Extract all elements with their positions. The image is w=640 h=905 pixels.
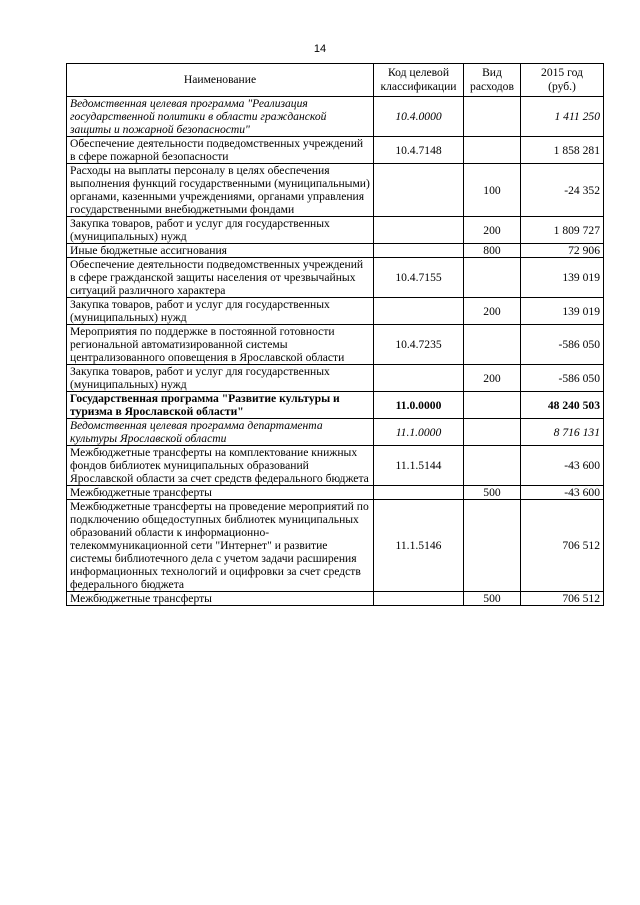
row-code: 11.1.0000 <box>374 419 464 446</box>
row-name: Закупка товаров, работ и услуг для государственных (муниципальных) нужд <box>67 365 374 392</box>
table-row <box>67 298 604 325</box>
row-kind <box>464 446 521 486</box>
row-sum: -586 050 <box>521 325 604 365</box>
row-kind: 200 <box>464 217 521 244</box>
table-row <box>67 258 604 298</box>
table-row <box>67 365 604 392</box>
table-row <box>67 592 604 606</box>
table-row <box>67 97 604 137</box>
row-sum: 1 809 727 <box>521 217 604 244</box>
table-row <box>67 500 604 592</box>
row-kind <box>464 97 521 137</box>
row-code <box>374 164 464 217</box>
header-code: Код целевой классификации <box>374 64 464 97</box>
row-code: 10.4.7148 <box>374 137 464 164</box>
row-name: Межбюджетные трансферты <box>67 486 374 500</box>
row-name: Межбюджетные трансферты на комплектование книжных фондов библиотек муниципальных образований Ярославской области за счет средств федерального бюджета <box>67 446 374 486</box>
row-sum: 139 019 <box>521 298 604 325</box>
row-code: 11.0.0000 <box>374 392 464 419</box>
row-kind <box>464 258 521 298</box>
table-row <box>67 244 604 258</box>
budget-table <box>66 63 604 606</box>
row-name: Ведомственная целевая программа "Реализация государственной политики в области гражданской защиты и пожарной безопасности" <box>67 97 374 137</box>
row-sum: -43 600 <box>521 446 604 486</box>
row-sum: 8 716 131 <box>521 419 604 446</box>
row-kind: 200 <box>464 365 521 392</box>
row-name: Государственная программа "Развитие культуры и туризма в Ярославской области" <box>67 392 374 419</box>
table-row <box>67 217 604 244</box>
table-row <box>67 419 604 446</box>
row-sum: 139 019 <box>521 258 604 298</box>
row-name: Межбюджетные трансферты <box>67 592 374 606</box>
table-row <box>67 392 604 419</box>
table-row <box>67 164 604 217</box>
row-kind: 500 <box>464 592 521 606</box>
row-sum: -24 352 <box>521 164 604 217</box>
row-kind: 500 <box>464 486 521 500</box>
row-code <box>374 244 464 258</box>
row-code: 10.4.7235 <box>374 325 464 365</box>
row-name: Иные бюджетные ассигнования <box>67 244 374 258</box>
row-code <box>374 217 464 244</box>
table-row <box>67 486 604 500</box>
table-header-row <box>67 64 604 97</box>
row-kind <box>464 392 521 419</box>
row-name: Закупка товаров, работ и услуг для государственных (муниципальных) нужд <box>67 298 374 325</box>
row-kind: 100 <box>464 164 521 217</box>
header-name: Наименование <box>67 64 374 97</box>
row-name: Закупка товаров, работ и услуг для государственных (муниципальных) нужд <box>67 217 374 244</box>
row-sum: 1 858 281 <box>521 137 604 164</box>
table-row <box>67 137 604 164</box>
row-sum: 706 512 <box>521 500 604 592</box>
row-sum: 706 512 <box>521 592 604 606</box>
row-name: Обеспечение деятельности подведомственных учреждений в сфере гражданской защиты населения от чрезвычайных ситуаций различного характера <box>67 258 374 298</box>
header-sum: 2015 год (руб.) <box>521 64 604 97</box>
row-kind <box>464 137 521 164</box>
table-row <box>67 325 604 365</box>
row-sum: -586 050 <box>521 365 604 392</box>
row-sum: -43 600 <box>521 486 604 500</box>
row-code: 11.1.5144 <box>374 446 464 486</box>
row-code: 11.1.5146 <box>374 500 464 592</box>
header-kind: Вид расходов <box>464 64 521 97</box>
row-kind: 200 <box>464 298 521 325</box>
row-kind <box>464 419 521 446</box>
row-kind <box>464 500 521 592</box>
row-sum: 1 411 250 <box>521 97 604 137</box>
row-code <box>374 486 464 500</box>
row-sum: 72 906 <box>521 244 604 258</box>
row-code <box>374 298 464 325</box>
table-body <box>67 97 604 606</box>
page-number: 14 <box>313 43 327 55</box>
row-name: Межбюджетные трансферты на проведение мероприятий по подключению общедоступных библиотек муниципальных образований области к информационно-телекоммуникационной сети "Интернет" и развитие системы библиотечного дела с учетом задачи расширения информационных технологий и оцифровки за счет средств федерального бюджета <box>67 500 374 592</box>
row-sum: 48 240 503 <box>521 392 604 419</box>
row-code <box>374 592 464 606</box>
row-name: Мероприятия по поддержке в постоянной готовности региональной автоматизированной системы централизованного оповещения в Ярославской области <box>67 325 374 365</box>
row-name: Ведомственная целевая программа департамента культуры Ярославской области <box>67 419 374 446</box>
row-code: 10.4.0000 <box>374 97 464 137</box>
row-name: Обеспечение деятельности подведомственных учреждений в сфере пожарной безопасности <box>67 137 374 164</box>
row-code: 10.4.7155 <box>374 258 464 298</box>
row-code <box>374 365 464 392</box>
row-kind: 800 <box>464 244 521 258</box>
row-name: Расходы на выплаты персоналу в целях обеспечения выполнения функций государственными (муниципальными) органами, казенными учреждениями, органами управления государственными внебюджетными фондами <box>67 164 374 217</box>
row-kind <box>464 325 521 365</box>
table-row <box>67 446 604 486</box>
